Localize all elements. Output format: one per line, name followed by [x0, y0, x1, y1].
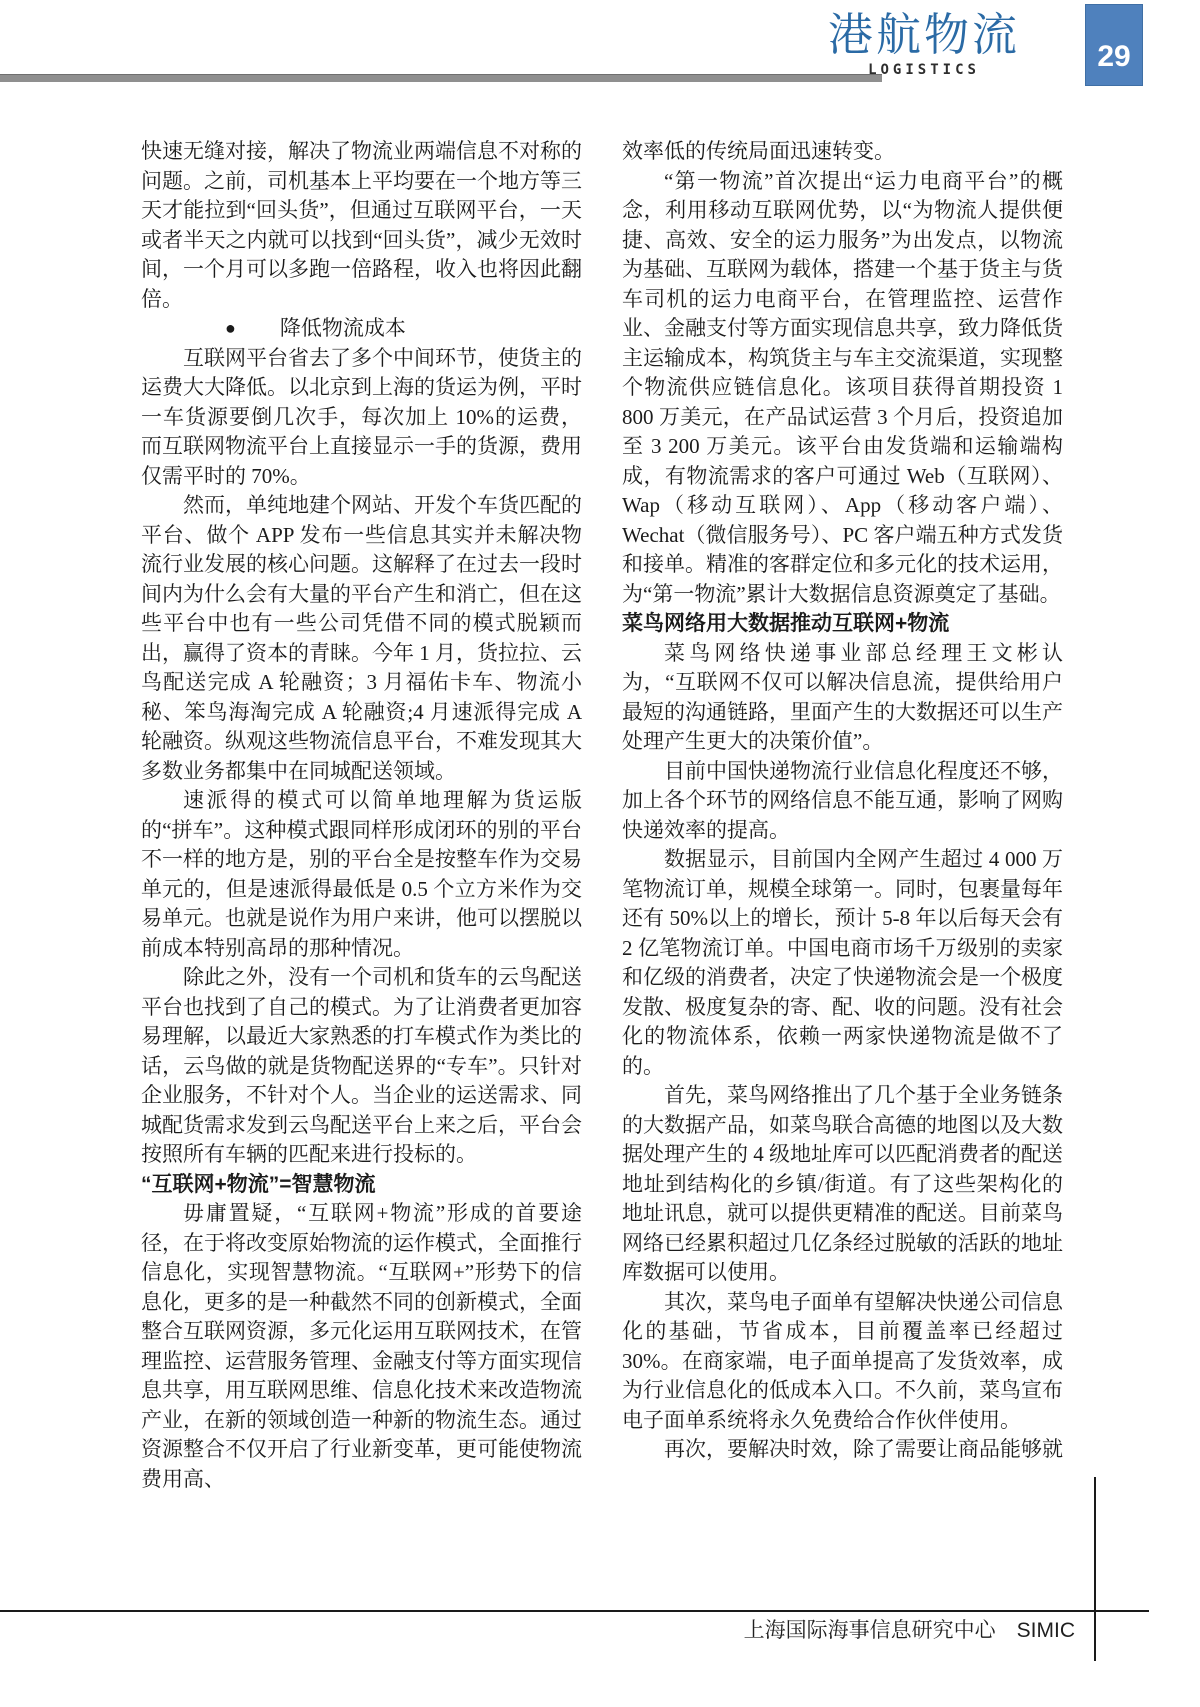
- page-number-badge: [1085, 4, 1143, 86]
- article-left-column: [141, 137, 582, 1494]
- section-title: 港航物流: [827, 9, 1020, 60]
- paragraph: “第一物流”首次提出“运力电商平台”的概念，利用移动互联网优势，以“为物流人提供便捷、高效、安全的运力服务”为出发点，以物流为基础、互联网为载体，搭建一个基于货主与货车司机的运力电商平台，在管理监控、运营作业、金融支付等方面实现信息共享，致力降低货主运输成本，构筑货主与车主交流渠道，实现整个物流供应链信息化。该项目获得首期投资 1 800 万美元，在产品试运营 3 个月后，投资追加至 3 200 万美元。该平台由发货端和运输端构成，有物流需求的客户可通过 Web（互联网）、Wap（移动互联网）、App（移动客户端）、Wechat（微信服务号）、PC 客户端五种方式发货和接单。精准的客群定位和多元化的技术运用，为“第一物流”累计大数据信息资源奠定了基础。: [622, 168, 1063, 606]
- paragraph: 再次，要解决时效，除了需要让商品能够就: [664, 1437, 1063, 1461]
- bullet-list-item: [141, 314, 582, 344]
- paragraph: 目前中国快递物流行业信息化程度还不够，加上各个环节的网络信息不能互通，影响了网购快递效率的提高。: [622, 758, 1063, 842]
- paragraph: 除此之外，没有一个司机和货车的云鸟配送平台也找到了自己的模式。为了让消费者更加容易理解，以最近大家熟悉的打车模式作为类比的话，云鸟做的就是货物配送界的“专车”。只针对企业服务，不针对个人。当企业的运送需求、同城配货需求发到云鸟配送平台上来之后，平台会按照所有车辆的匹配来进行投标的。: [141, 965, 582, 1166]
- publisher-name: 上海国际海事信息研究中心 SIMIC: [743, 1619, 1075, 1642]
- paragraph: 数据显示，目前国内全网产生超过 4 000 万笔物流订单，规模全球第一。同时，包裹量每年还有 50%以上的增长，预计 5-8 年以后每天会有 2 亿笔物流订单。中国电商市场千万级别的卖家和亿级的消费者，决定了快递物流会是一个极度发散、极度复杂的寄、配、收的问题。没有社会化的物流体系，依赖一两家快递物流是做不了的。: [622, 847, 1063, 1078]
- paragraph: 首先，菜鸟网络推出了几个基于全业务链条的大数据产品，如菜鸟联合高德的地图以及大数据处理产生的 4 级地址库可以匹配消费者的配送地址到结构化的乡镇/街道。有了这些架构化的地址讯息，就可以提供更精准的配送。目前菜鸟网络已经累积超过几亿条经过脱敏的活跃的地址库数据可以使用。: [622, 1083, 1063, 1284]
- page-number: 29: [1097, 40, 1131, 73]
- footer-rule: [0, 1610, 1149, 1612]
- paragraph: 效率低的传统局面迅速转变。: [622, 139, 895, 163]
- page-header: [806, 10, 1042, 78]
- section-heading: 菜鸟网络用大数据推动互联网+物流: [622, 612, 950, 635]
- paragraph: 然而，单纯地建个网站、开发个车货匹配的平台、做个 APP 发布一些信息其实并未解决物流行业发展的核心问题。这解释了在过去一段时间内为什么会有大量的平台产生和消亡，但在这些平台中也有一些公司凭借不同的模式脱颖而出，赢得了资本的青睐。今年 1 月，货拉拉、云鸟配送完成 A 轮融资；3 月福佑卡车、物流小秘、笨鸟海淘完成 A 轮融资;4 月速派得完成 A 轮融资。纵观这些物流信息平台，不难发现其大多数业务都集中在同城配送领域。: [141, 493, 582, 783]
- paragraph: 快速无缝对接，解决了物流业两端信息不对称的问题。之前，司机基本上平均要在一个地方等三天才能拉到“回头货”，但通过互联网平台，一天或者半天之内就可以找到“回头货”，减少无效时间，一个月可以多跑一倍路程，收入也将因此翻倍。: [141, 139, 582, 311]
- paragraph: 毋庸置疑，“互联网+物流”形成的首要途径，在于将改变原始物流的运作模式，全面推行信息化，实现智慧物流。“互联网+”形势下的信息化，更多的是一种截然不同的创新模式，全面整合互联网资源，多元化运用互联网技术，在管理监控、运营服务管理、金融支付等方面实现信息共享，用互联网思维、信息化技术来改造物流产业，在新的领域创造一种新的物流生态。通过资源整合不仅开启了行业新变革，更可能使物流费用高、: [141, 1201, 582, 1491]
- paragraph: 其次，菜鸟电子面单有望解决快递公司信息化的基础，节省成本，目前覆盖率已经超过 30%。在商家端，电子面单提高了发货效率，成为行业信息化的低成本入口。不久前，菜鸟宣布电子面单系统将永久免费给合作伙伴使用。: [622, 1289, 1063, 1432]
- paragraph: 速派得的模式可以简单地理解为货运版的“拼车”。这种模式跟同样形成闭环的别的平台不一样的地方是，别的平台全是按整车作为交易单元的，但是速派得最低是 0.5 个立方米作为交易单元。也就是说作为用户来讲，他可以摆脱以前成本特别高昂的那种情况。: [141, 788, 582, 960]
- header-rule-bar: [0, 74, 882, 82]
- footer-vertical-rule: [1094, 1477, 1096, 1661]
- bullet-icon: ●: [225, 318, 236, 338]
- section-heading: “互联网+物流”=智慧物流: [141, 1172, 376, 1196]
- article-right-column: [622, 137, 1063, 1465]
- bullet-item-label: 降低物流成本: [279, 316, 406, 340]
- paragraph: 互联网平台省去了多个中间环节，使货主的运费大大降低。以北京到上海的货运为例，平时一车货源要倒几次手，每次加上 10%的运费，而互联网物流平台上直接显示一手的货源，费用仅需平时的 70%。: [141, 345, 582, 488]
- section-subtitle: LOGISTICS: [868, 62, 980, 79]
- paragraph: 菜鸟网络快递事业部总经理王文彬认为，“互联网不仅可以解决信息流，提供给用户最短的沟通链路，里面产生的大数据还可以生产处理产生更大的决策价值”。: [622, 640, 1063, 753]
